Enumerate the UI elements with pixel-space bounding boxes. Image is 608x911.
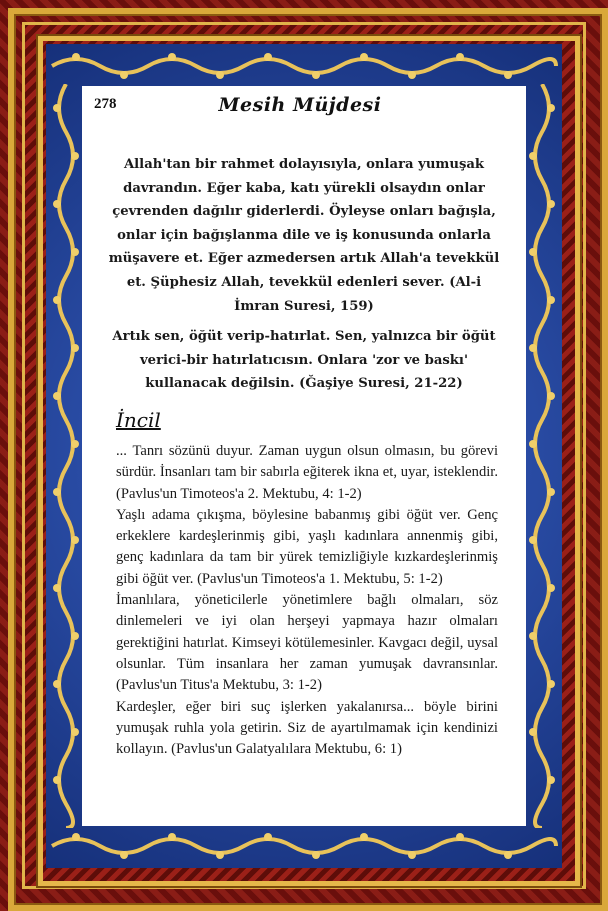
paragraph-1: ... Tanrı sözünü duyur. Zaman uygun olsun olmasın, bu görevi sürdür. İnsanları tam bir sabırla eğiterek ikna et, uyar, isteklendir. (Pavlus'un Timoteos'a 2. Mektubu, 4: 1-2)	[116, 443, 498, 502]
quran-quote-2: Artık sen, öğüt verip-hatırlat. Sen, yalnızca bir öğüt verici-bir hatırlatıcısın. Onlara 'zor ve baskı' kullanacak değilsin. (Ğaşiye Suresi, 21-22)	[112, 329, 496, 392]
section-heading: İncil	[116, 408, 161, 432]
paragraph-2: Yaşlı adama çıkışma, böylesine babanmış gibi öğüt ver. Genç erkeklere kardeşlerinmiş gibi, yaşlı kadınlara annenmiş gibi, genç kadınlara da tam bir yürek temizliğiyle kızkardeşlerinmiş gibi öğüt ver. (Pavlus'un Timoteos'a 1. Mektubu, 5: 1-2)	[116, 506, 498, 587]
paragraph-4: Kardeşler, eğer biri suç işlerken yakalanırsa... böyle birini yumuşak ruhla yola getirin. Siz de ayartılmamak için kendinizi kollayın. (Pavlus'un Galatyalılara Mektubu, 6: 1)	[116, 698, 498, 758]
quran-quote-1: Allah'tan bir rahmet dolayısıyla, onlara yumuşak davrandın. Eğer kaba, katı yürekli olsaydın onlar çevrenden dağılır giderlerdi. Öyleyse onları bağışla, onlar için bağışlanma dile ve iş konusunda onlarla müşavere et. Eğer azmedersen artık Allah'a tevekkül et. Şüphesiz Allah, tevekkül edenleri sever. (Al-i İmran Suresi, 159)	[108, 157, 500, 314]
body-text	[116, 441, 498, 760]
paragraph-3: İmanlılara, yöneticilerle yönetimlere bağlı olmaları, söz dinlemeleri ve iyi olan herşeyi yapmaya hazır olmaları gerektiğini hatırlat. Kimseyi kötülemesinler. Kavgacı değil, uysal olsunlar. Tüm insanlara her zaman yumuşak davransınlar. (Pavlus'un Titus'a Mektubu, 3: 1-2)	[116, 592, 498, 694]
page-number: 278	[94, 96, 117, 112]
running-title: Mesih Müjdesi	[218, 94, 382, 116]
